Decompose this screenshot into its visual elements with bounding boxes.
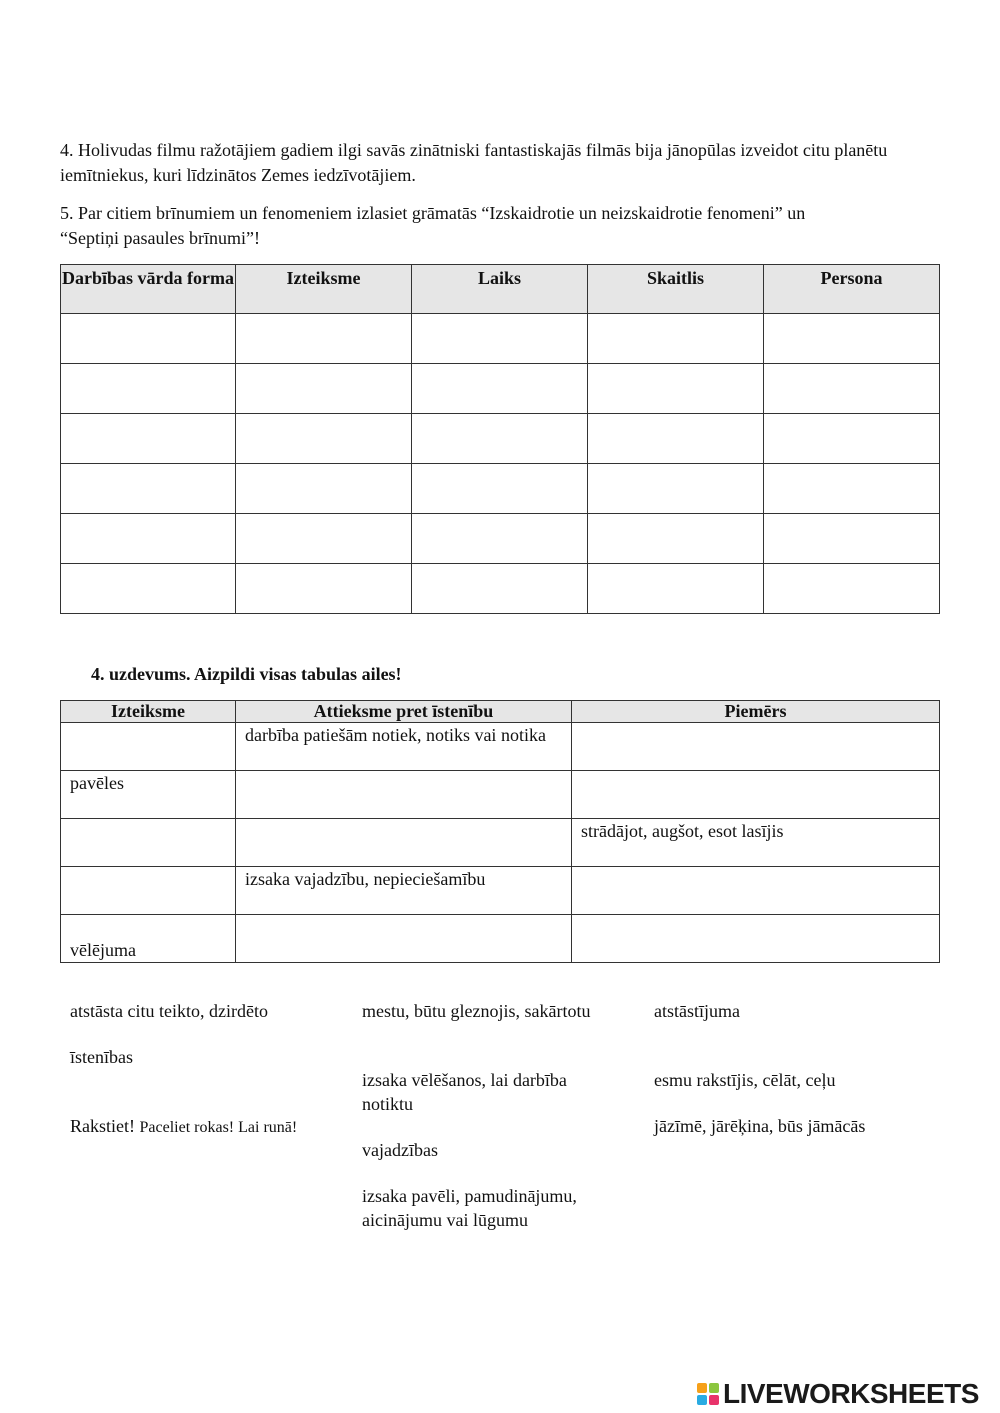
drop-cell[interactable] [572,723,940,771]
answer-cell[interactable] [61,464,236,514]
answer-cell[interactable] [764,314,940,364]
answer-cell[interactable] [588,414,764,464]
table-row [61,867,940,915]
answer-cell[interactable] [236,414,412,464]
logo-block [709,1395,719,1405]
liveworksheets-logo [697,1378,979,1410]
word-chip[interactable]: izsaka vēlēšanos, lai darbība notiktu [362,1070,567,1114]
answer-cell[interactable] [764,564,940,614]
logo-block [697,1383,707,1393]
answer-cell[interactable] [764,514,940,564]
answer-cell[interactable] [588,464,764,514]
answer-cell[interactable] [764,414,940,464]
table-row [61,771,940,819]
word-chip[interactable]: īstenības [70,1047,133,1067]
header-mood: Izteiksme [236,265,412,314]
table-row [61,314,940,364]
header-number: Skaitlis [588,265,764,314]
answer-cell[interactable] [236,314,412,364]
answer-cell[interactable] [412,364,588,414]
paragraph-5-line2: “Septiņi pasaules brīnumi”! [60,228,260,248]
logo-block [709,1383,719,1393]
answer-cell[interactable] [61,314,236,364]
word-chip-main: Rakstiet! [70,1116,135,1136]
answer-cell[interactable] [236,364,412,414]
table-cell: vēlējuma [61,915,236,963]
header-mood: Izteiksme [61,701,236,723]
drop-cell[interactable] [61,723,236,771]
paragraph-4: 4. Holivudas filmu ražotājiem gadiem ilgi savās zinātniski fantastiskajās filmās bija jānopūlas izveidot citu planētu iemītniekus, kuri līdzinātos Zemes iedzīvotājiem. [60,140,888,185]
table-row [61,819,940,867]
word-chip-small: Paceliet rokas! Lai runā! [139,1119,298,1136]
drop-cell[interactable] [236,915,572,963]
table-cell: darbība patiešām notiek, notiks vai notika [236,723,572,771]
answer-cell[interactable] [412,514,588,564]
moods-table [60,700,940,963]
table-header-row [61,701,940,723]
verb-forms-table [60,264,940,614]
drop-cell[interactable] [236,819,572,867]
paragraph-5 [60,201,940,251]
table-cell: pavēles [61,771,236,819]
table-row [61,364,940,414]
word-chip[interactable]: esmu rakstījis, cēlāt, ceļu [654,1070,836,1090]
drop-cell[interactable] [61,819,236,867]
header-tense: Laiks [412,265,588,314]
table-row [61,414,940,464]
drop-cell[interactable] [572,915,940,963]
drop-cell[interactable] [572,867,940,915]
word-chip[interactable]: vajadzības [362,1140,438,1160]
answer-cell[interactable] [412,314,588,364]
logo-blocks-icon [697,1383,719,1405]
answer-cell[interactable] [61,364,236,414]
header-attitude: Attieksme pret īstenību [236,701,572,723]
logo-text: LIVEWORKSHEETS [723,1378,979,1409]
header-example: Piemērs [572,701,940,723]
table-cell: izsaka vajadzību, nepieciešamību [236,867,572,915]
answer-cell[interactable] [236,464,412,514]
word-chip[interactable]: atstāsta citu teikto, dzirdēto [70,1001,268,1021]
answer-cell[interactable] [61,564,236,614]
answer-cell[interactable] [236,564,412,614]
word-chip[interactable]: jāzīmē, jārēķina, būs jāmācās [654,1116,866,1136]
answer-cell[interactable] [412,464,588,514]
header-person: Persona [764,265,940,314]
answer-cell[interactable] [236,514,412,564]
word-chip[interactable]: izsaka pavēli, pamudinājumu, aicinājumu vai lūgumu [362,1186,577,1230]
answer-cell[interactable] [412,414,588,464]
answer-cell[interactable] [588,564,764,614]
word-chip[interactable]: atstāstījuma [654,1001,740,1021]
answer-cell[interactable] [412,564,588,614]
table-cell: strādājot, augšot, esot lasījis [572,819,940,867]
table-row [61,464,940,514]
word-chip[interactable]: mestu, būtu gleznojis, sakārtotu [362,1001,591,1021]
answer-cell[interactable] [61,514,236,564]
answer-cell[interactable] [588,514,764,564]
answer-cell[interactable] [764,364,940,414]
table-row [61,564,940,614]
header-verb-form: Darbības vārda forma [61,265,236,314]
table-row [61,723,940,771]
answer-cell[interactable] [764,464,940,514]
drop-cell[interactable] [236,771,572,819]
table-header-row [61,265,940,314]
task-4-heading: 4. uzdevums. Aizpildi visas tabulas ailes! [91,664,402,684]
answer-cell[interactable] [588,314,764,364]
paragraph-5-line1: 5. Par citiem brīnumiem un fenomeniem izlasiet grāmatās “Izskaidrotie un neizskaidrotie fenomeni” un [60,203,806,223]
answer-cell[interactable] [61,414,236,464]
table-row [61,514,940,564]
table-row [61,915,940,963]
drop-cell[interactable] [572,771,940,819]
answer-cell[interactable] [588,364,764,414]
word-chip[interactable] [70,1114,297,1140]
drop-cell[interactable] [61,867,236,915]
logo-block [697,1395,707,1405]
